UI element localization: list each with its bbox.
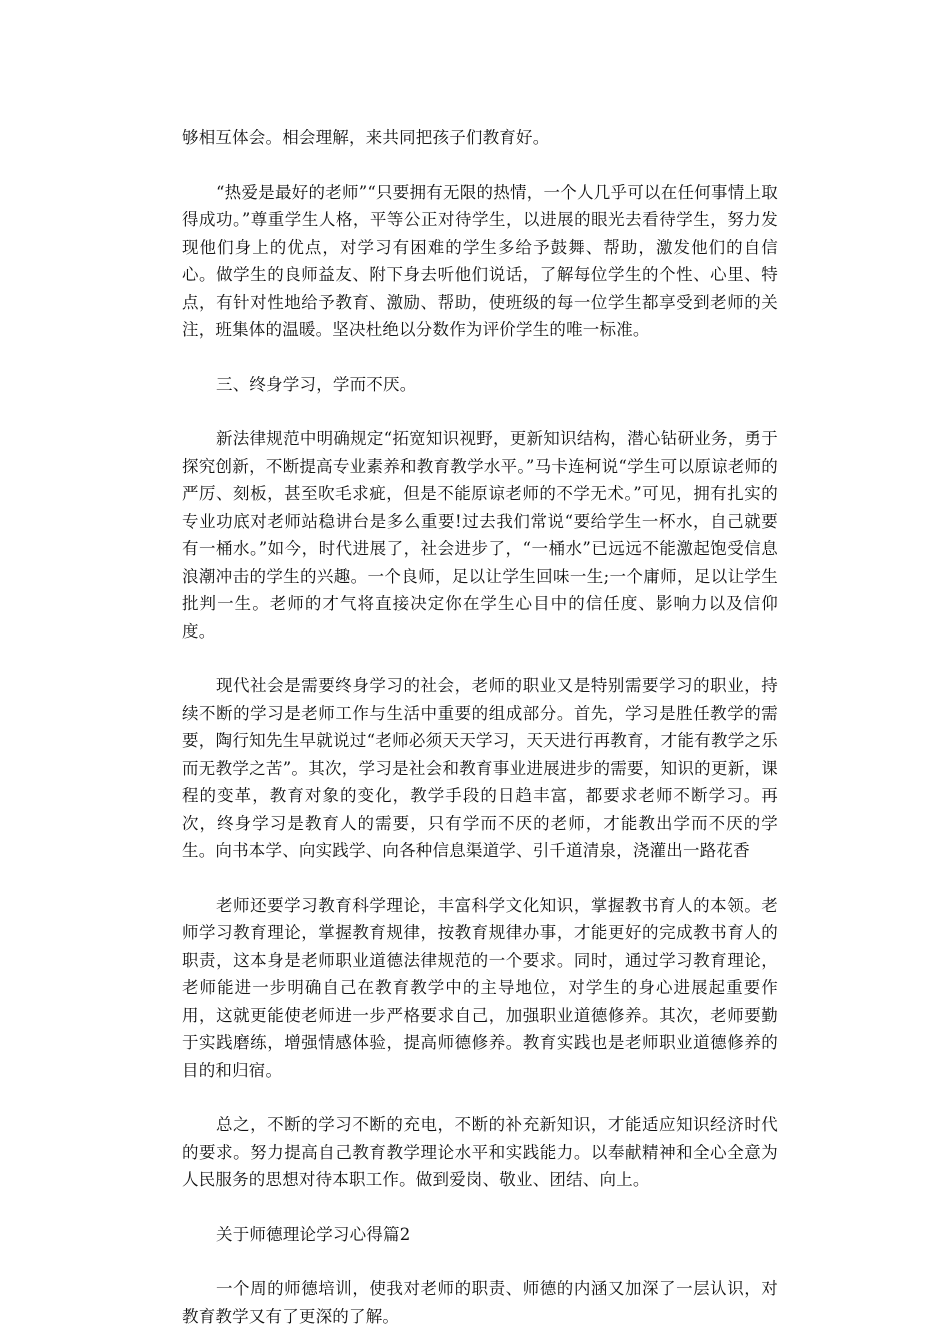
- paragraph-training-week: 一个周的师德培训，使我对老师的职责、师德的内涵又加深了一层认识，对教育教学又有了更深的了解。: [182, 1279, 778, 1326]
- article-title-part-2: 关于师德理论学习心得篇2: [216, 1224, 411, 1244]
- paragraph-conclusion: 总之，不断的学习不断的充电，不断的补充新知识，才能适应知识经济时代的要求。努力提高自己教育教学理论水平和实践能力。以奉献精神和全心全意为人民服务的思想对待本职工作。做到爱岗、敬业、团结、向上。: [182, 1115, 778, 1189]
- paragraph-new-regulations: 新法律规范中明确规定“拓宽知识视野，更新知识结构，潜心钻研业务，勇于探究创新，不断提高专业素养和教育教学水平。”马卡连柯说“学生可以原谅老师的严厉、刻板，甚至吹毛求疵，但是不能原谅老师的不学无术。”可见，拥有扎实的专业功底对老师站稳讲台是多么重要!过去我们常说“要给学生一杯水，自己就要有一桶水。”如今，时代进展了，社会进步了，“一桶水”已远远不能激起饱受信息浪潮冲击的学生的兴趣。一个良师，足以让学生回味一生;一个庸师，足以让学生批判一生。老师的才气将直接决定你在学生心目中的信任度、影响力以及信仰度。: [182, 429, 778, 641]
- paragraph-continuation: 够相互体会。相会理解，来共同把孩子们教育好。: [182, 128, 550, 147]
- paragraph-love-teacher: “热爱是最好的老师”“只要拥有无限的热情，一个人几乎可以在任何事情上取得成功。”尊重学生人格，平等公正对待学生，以进展的眼光去看待学生，努力发现他们身上的优点，对学习有困难的学生多给予鼓舞、帮助，激发他们的自信心。做学生的良师益友、附下身去听他们说话，了解每位学生的个性、心里、特点，有针对性地给予教育、激励、帮助，使班级的每一位学生都享受到老师的关注，班集体的温暖。坚决杜绝以分数作为评价学生的唯一标准。: [182, 182, 778, 339]
- paragraph-modern-society: 现代社会是需要终身学习的社会，老师的职业又是特别需要学习的职业，持续不断的学习是老师工作与生活中重要的组成部分。首先，学习是胜任教学的需要，陶行知先生早就说过“老师必须天天学习，天天进行再教育，才能有教学之乐而无教学之苦”。其次，学习是社会和教育事业进展进步的需要，知识的更新，课程的变革，教育对象的变化，教学手段的日趋丰富，都要求老师不断学习。再次，终身学习是教育人的需要，只有学而不厌的老师，才能教出学而不厌的学生。向书本学、向实践学、向各种信息渠道学、引千道清泉，浇灌出一路花香: [182, 676, 778, 860]
- paragraph-education-theory: 老师还要学习教育科学理论，丰富科学文化知识，掌握教书育人的本领。老师学习教育理论，掌握教育规律，按教育规律办事，才能更好的完成教书育人的职责，这本身是老师职业道德法律规范的一个要求。同时，通过学习教育理论，老师能进一步明确自己在教育教学中的主导地位，对学生的身心进展起重要作用，这就更能使老师进一步严格要求自己，加强职业道德修养。其次，老师要勤于实践磨练，增强情感体验，提高师德修养。教育实践也是老师职业道德修养的目的和归宿。: [182, 895, 778, 1080]
- document-body: [182, 124, 778, 1330]
- section-heading-lifelong-learning: 三、终身学习，学而不厌。: [216, 374, 417, 394]
